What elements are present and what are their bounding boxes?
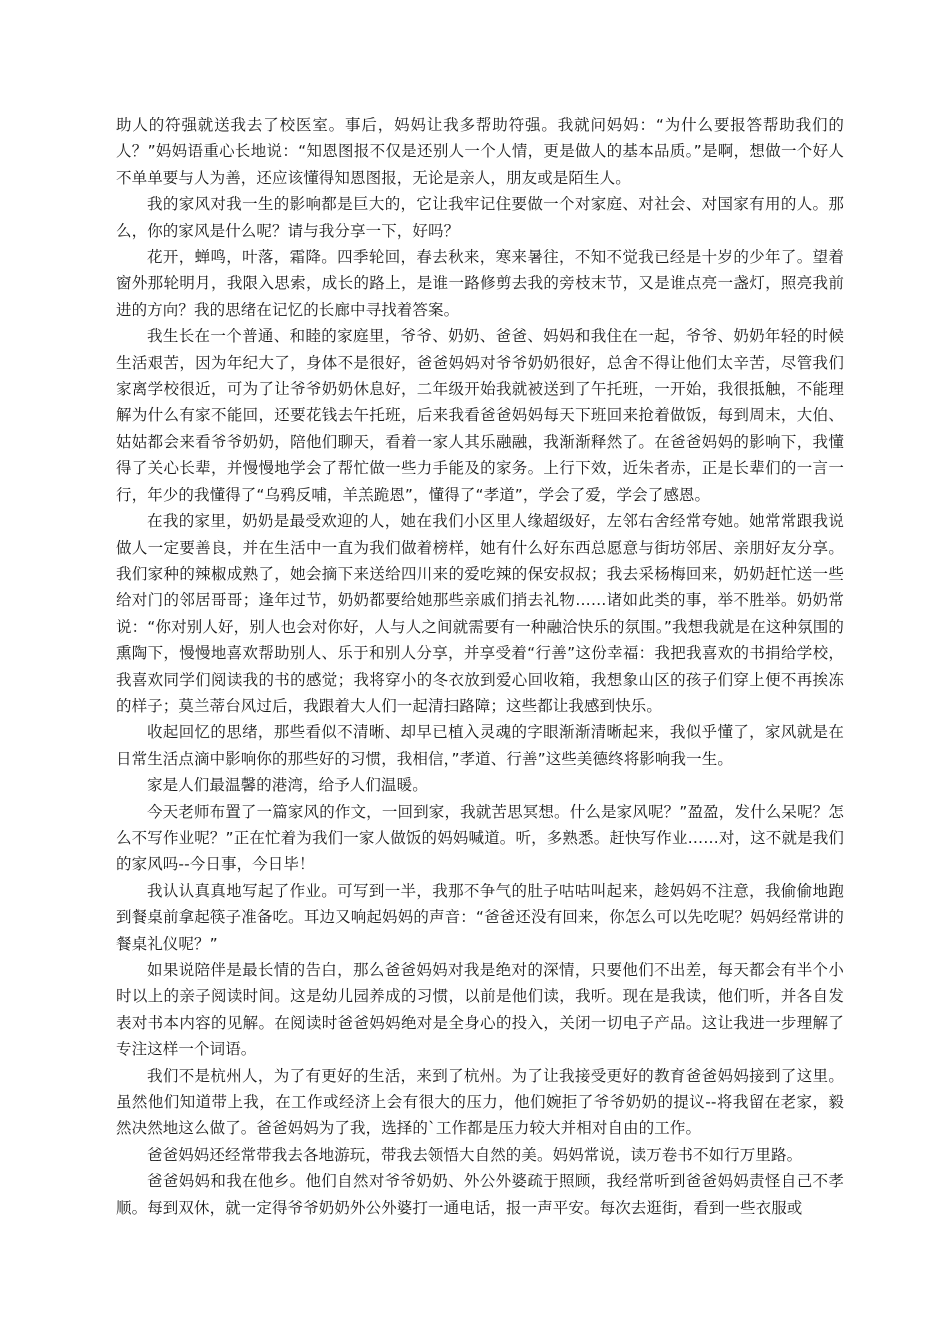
document-page — [116, 112, 844, 1221]
paragraph-2: 我的家风对我一生的影响都是巨大的，它让我牢记住要做一个对家庭、对社会、对国家有用的人。那么，你的家风是什么呢？请与我分享一下，好吗？ — [116, 195, 844, 240]
paragraph-3: 花开，蝉鸣，叶落，霜降。四季轮回，春去秋来，寒来暑往，不知不觉我已经是十岁的少年了。望着窗外那轮明月，我限入思索，成长的路上，是谁一路修剪去我的旁枝末节，又是谁点亮一盏灯，照亮我前进的方向？我的思绪在记忆的长廊中寻找着答案。 — [116, 248, 844, 319]
paragraph-5: 在我的家里，奶奶是最受欢迎的人，她在我们小区里人缘超级好，左邻右舍经常夸她。她常常跟我说做人一定要善良，并在生活中一直为我们做着榜样，她有什么好东西总愿意与街坊邻居、亲朋好友分享。我们家种的辣椒成熟了，她会摘下来送给四川来的爱吃辣的保安叔叔；我去采杨梅回来，奶奶赶忙送一些给对门的邻居哥哥；逢年过节，奶奶都要给她那些亲戚们捎去礼物……诸如此类的事，举不胜举。奶奶常说：“你对别人好，别人也会对你好，人与人之间就需要有一种融洽快乐的氛围。”我想我就是在这种氛围的熏陶下，慢慢地喜欢帮助别人、乐于和别人分享，并享受着“行善”这份幸福：我把我喜欢的书捐给学校，我喜欢同学们阅读我的书的感觉；我将穿小的冬衣放到爱心回收箱，我想象山区的孩子们穿上便不再挨冻的样子；莫兰蒂台风过后，我跟着大人们一起清扫路障；这些都让我感到快乐。 — [116, 512, 844, 715]
paragraph-7: 家是人们最温馨的港湾，给予人们温暖。 — [147, 776, 428, 795]
paragraph-13: 爸爸妈妈和我在他乡。他们自然对爷爷奶奶、外公外婆疏于照顾，我经常听到爸爸妈妈责怪自己不孝顺。每到双休，就一定得爷爷奶奶外公外婆打一通电话，报一声平安。每次去逛街，看到一些衣服或 — [116, 1172, 844, 1217]
paragraph-1: 助人的符强就送我去了校医室。事后，妈妈让我多帮助符强。我就问妈妈：“为什么要报答帮助我们的人？”妈妈语重心长地说：“知恩图报不仅是还别人一个人情，更是做人的基本品质。”是啊，想做一个好人不单单要与人为善，还应该懂得知恩图报，无论是亲人，朋友或是陌生人。 — [116, 116, 844, 187]
paragraph-4: 我生长在一个普通、和睦的家庭里，爷爷、奶奶、爸爸、妈妈和我住在一起，爷爷、奶奶年轻的时候生活艰苦，因为年纪大了，身体不是很好，爸爸妈妈对爷爷奶奶很好，总舍不得让他们太辛苦，尽管我们家离学校很近，可为了让爷爷奶奶休息好，二年级开始我就被送到了午托班，一开始，我很抵触，不能理解为什么有家不能回，还要花钱去午托班，后来我看爸爸妈妈每天下班回来抢着做饭，每到周末，大伯、姑姑都会来看爷爷奶奶，陪他们聊天，看着一家人其乐融融，我渐渐释然了。在爸爸妈妈的影响下，我懂得了关心长辈，并慢慢地学会了帮忙做一些力手能及的家务。上行下效，近朱者赤，正是长辈们的一言一行，年少的我懂得了“乌鸦反哺，羊羔跪恩”，懂得了“孝道”，学会了爱，学会了感恩。 — [116, 327, 844, 504]
paragraph-10: 如果说陪伴是最长情的告白，那么爸爸妈妈对我是绝对的深情，只要他们不出差，每天都会有半个小时以上的亲子阅读时间。这是幼儿园养成的习惯，以前是他们读，我听。现在是我读，他们听，并各自发表对书本内容的见解。在阅读时爸爸妈妈绝对是全身心的投入，关闭一切电子产品。这让我进一步理解了专注这样一个词语。 — [116, 961, 844, 1059]
paragraph-9: 我认认真真地写起了作业。可写到一半，我那不争气的肚子咕咕叫起来，趁妈妈不注意，我偷偷地跑到餐桌前拿起筷子准备吃。耳边又响起妈妈的声音：“爸爸还没有回来，你怎么可以先吃呢？妈妈经常讲的餐桌礼仪呢？” — [116, 881, 844, 953]
paragraph-11: 我们不是杭州人，为了有更好的生活，来到了杭州。为了让我接受更好的教育爸爸妈妈接到了这里。虽然他们知道带上我，在工作或经济上会有很大的压力，他们婉拒了爷爷奶奶的提议--将我留在老家，毅然决然地这么做了。爸爸妈妈为了我，选择的`工作都是压力较大并相对自由的工作。 — [116, 1066, 844, 1138]
paragraph-12: 爸爸妈妈还经常带我去各地游玩，带我去领悟大自然的美。妈妈常说，读万卷书不如行万里路。 — [147, 1145, 803, 1164]
paragraph-8: 今天老师布置了一篇家风的作文，一回到家，我就苦思冥想。什么是家风呢？”盈盈，发什么呆呢？怎么不写作业呢？”正在忙着为我们一家人做饭的妈妈喊道。听，多熟悉。赶快写作业……对，这不就是我们的家风吗--今日事，今日毕！ — [116, 802, 844, 874]
paragraph-6: 收起回忆的思绪，那些看似不清晰、却早已植入灵魂的字眼渐渐清晰起来，我似乎懂了，家风就是在日常生活点滴中影响你的那些好的习惯，我相信，”孝道、行善”这些美德终将影响我一生。 — [116, 723, 844, 768]
